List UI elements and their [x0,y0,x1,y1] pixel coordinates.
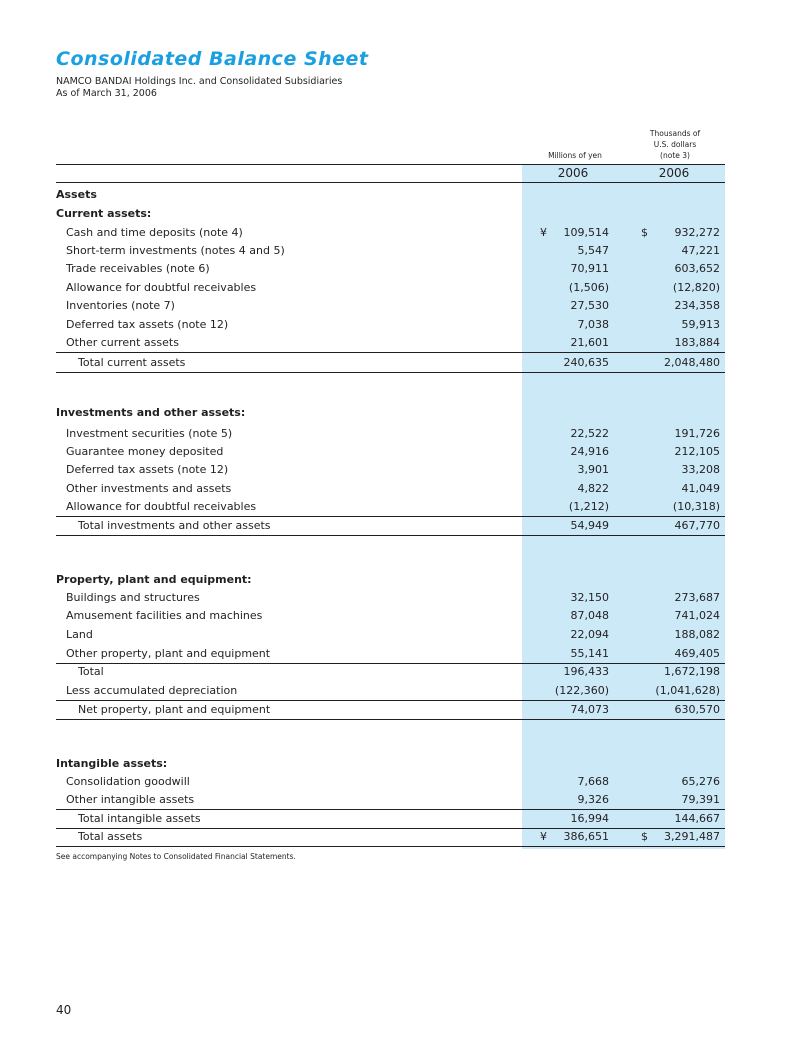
value-usd: 467,770 [674,519,720,532]
section-heading: Intangible assets: [56,757,168,770]
section-heading: Investments and other assets: [56,406,246,419]
value-yen: 109,514 [563,226,609,239]
row-rule [56,372,725,373]
value-usd: 2,048,480 [664,356,720,369]
total-label: Total [78,665,104,678]
value-yen: (1,506) [568,281,609,294]
usd-unit-header-2: U.S. dollars [653,140,697,149]
row-rule [56,828,725,829]
value-yen: 22,094 [570,628,609,641]
value-usd: 212,105 [674,445,720,458]
value-yen: 27,530 [570,299,609,312]
usd-currency-symbol: $ [641,226,648,239]
value-usd: 79,391 [681,793,720,806]
row-label: Consolidation goodwill [66,775,190,788]
value-yen: 386,651 [563,830,609,843]
row-rule [56,846,725,847]
total-label: Total assets [78,830,143,843]
footnote: See accompanying Notes to Consolidated Financial Statements. [56,852,296,861]
row-label: Other current assets [66,336,179,349]
value-yen: (1,212) [568,500,609,513]
value-yen: 4,822 [577,482,609,495]
value-usd: 183,884 [674,336,720,349]
section-heading: Assets [56,188,97,201]
value-usd: 603,652 [674,262,720,275]
yen-currency-symbol: ¥ [540,226,547,239]
value-yen: (122,360) [554,684,609,697]
value-usd: 65,276 [681,775,720,788]
section-heading: Current assets: [56,207,152,220]
row-label: Short-term investments (notes 4 and 5) [66,244,285,257]
row-label: Less accumulated depreciation [66,684,238,697]
value-yen: 24,916 [570,445,609,458]
value-usd: 273,687 [674,591,720,604]
row-label: Buildings and structures [66,591,200,604]
row-label: Other property, plant and equipment [66,647,271,660]
row-rule [56,719,725,720]
row-label: Cash and time deposits (note 4) [66,226,243,239]
value-yen: 240,635 [563,356,609,369]
value-usd: 932,272 [674,226,720,239]
yen-currency-symbol: ¥ [540,830,547,843]
row-label: Other investments and assets [66,482,232,495]
row-label: Deferred tax assets (note 12) [66,463,229,476]
row-label: Land [66,628,93,641]
usd-unit-header-1: Thousands of [649,129,701,138]
value-yen: 7,038 [577,318,609,331]
value-yen: 7,668 [577,775,609,788]
row-label: Investment securities (note 5) [66,427,233,440]
value-yen: 196,433 [563,665,609,678]
value-usd: 234,358 [674,299,720,312]
value-yen: 5,547 [577,244,609,257]
value-usd: 191,726 [674,427,720,440]
value-yen: 74,073 [570,703,609,716]
value-yen: 16,994 [570,812,609,825]
value-usd: (1,041,628) [655,684,720,697]
company-name: NAMCO BANDAI Holdings Inc. and Consolidated Subsidiaries [56,76,343,87]
row-label: Trade receivables (note 6) [66,262,210,275]
value-usd: 47,221 [681,244,720,257]
row-rule [56,352,725,353]
header-rule-top [56,164,725,165]
row-rule [56,663,725,664]
value-yen: 54,949 [570,519,609,532]
value-usd: 630,570 [674,703,720,716]
value-usd: 188,082 [674,628,720,641]
value-usd: 41,049 [681,482,720,495]
row-label: Other intangible assets [66,793,195,806]
total-label: Total current assets [78,356,186,369]
value-usd: (10,318) [672,500,720,513]
value-usd: 3,291,487 [664,830,720,843]
value-yen: 70,911 [570,262,609,275]
row-label: Inventories (note 7) [66,299,175,312]
value-yen: 22,522 [570,427,609,440]
value-usd: 33,208 [681,463,720,476]
row-label: Guarantee money deposited [66,445,224,458]
row-rule [56,535,725,536]
total-label: Net property, plant and equipment [78,703,271,716]
row-label: Amusement facilities and machines [66,609,263,622]
row-label: Allowance for doubtful receivables [66,500,257,513]
year-yen-header: 2006 [557,166,589,180]
value-yen: 87,048 [570,609,609,622]
value-usd: 144,667 [674,812,720,825]
value-usd: 469,405 [674,647,720,660]
value-usd: (12,820) [672,281,720,294]
page-title: Consolidated Balance Sheet [56,48,369,70]
as-of-date: As of March 31, 2006 [56,88,157,99]
page-number: 40 [56,1003,72,1017]
usd-currency-symbol: $ [641,830,648,843]
year-usd-header: 2006 [658,166,690,180]
value-yen: 32,150 [570,591,609,604]
yen-unit-header: Millions of yen [548,151,602,160]
value-yen: 21,601 [570,336,609,349]
row-label: Deferred tax assets (note 12) [66,318,229,331]
value-yen: 9,326 [577,793,609,806]
value-usd: 1,672,198 [664,665,720,678]
section-heading: Property, plant and equipment: [56,573,252,586]
usd-unit-header-3: (note 3) [660,151,690,160]
value-usd: 59,913 [681,318,720,331]
total-label: Total investments and other assets [78,519,271,532]
value-usd: 741,024 [674,609,720,622]
total-label: Total intangible assets [78,812,201,825]
value-yen: 3,901 [577,463,609,476]
value-yen: 55,141 [570,647,609,660]
header-rule-bottom [56,182,725,183]
row-label: Allowance for doubtful receivables [66,281,257,294]
